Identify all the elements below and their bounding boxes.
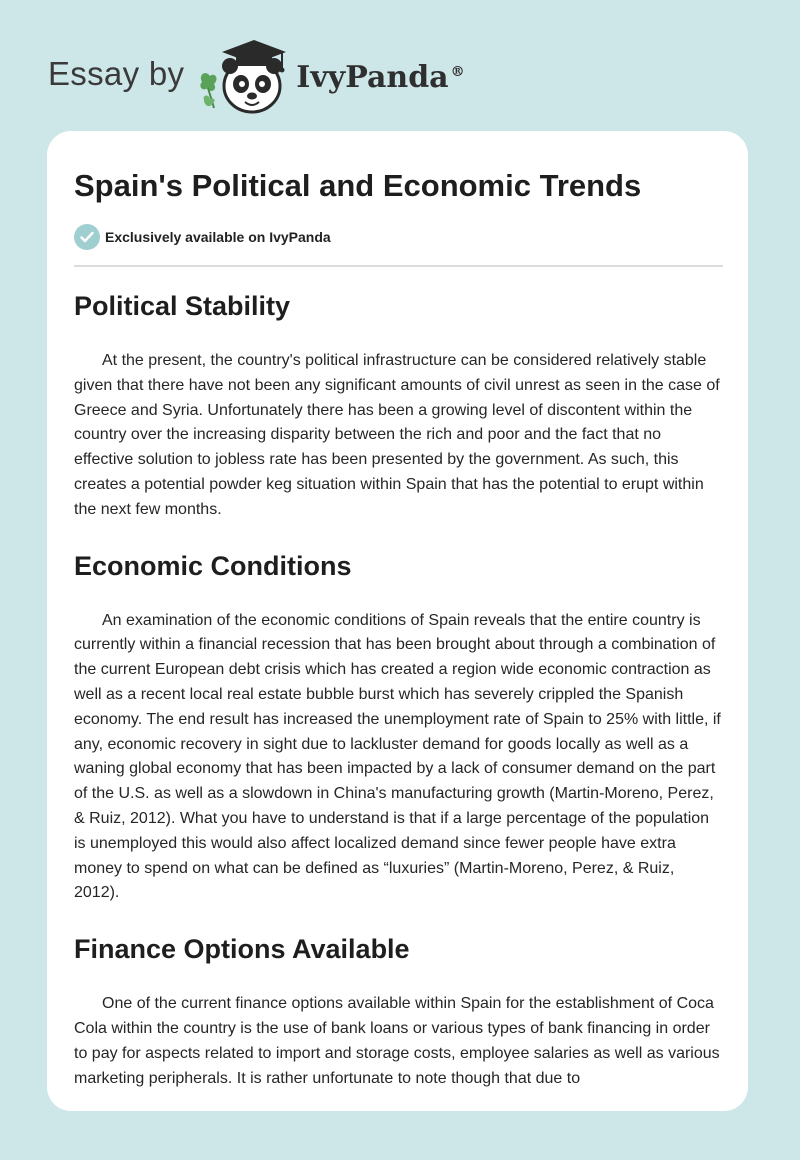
- section-paragraph-economic-conditions: An examination of the economic conditions of Spain reveals that the entire country is currently within a financial recession that has been brought about through a combination of the current European debt crisis which has created a region wide economic contraction as well as a recent local real estate bubble burst which has severely crippled the Spanish economy. The end result has increased the unemployment rate of Spain to 25% with little, if any, economic recovery in sight due to lackluster demand for goods locally as well as a waning global economy that has been impacted by a lack of consumer demand on the part of the U.S. as well as a slowdown in China's manufacturing growth (Martin-Moreno, Perez, & Ruiz, 2012). What you have to understand is that if a large percentage of the population is unemployed this would also affect localized demand since fewer people have extra money to spend on what can be defined as “luxuries” (Martin-Moreno, Perez, & Ruiz, 2012).: [74, 611, 721, 902]
- section-heading-political-stability: Political Stability: [74, 291, 291, 321]
- essay-by-label: Essay by: [48, 55, 185, 92]
- exclusive-badge-text: Exclusively available on IvyPanda: [105, 229, 331, 245]
- page-title: Spain's Political and Economic Trends: [74, 168, 642, 203]
- registered-mark: ®: [450, 63, 465, 80]
- section-paragraph-political-stability: At the present, the country's political infrastructure can be considered relatively stable given that there have not been any significant amounts of civil unrest as seen in the case of Greece and Syria. Unfortunately there has been a growing level of discontent within the country over the increasing disparity between the rich and poor and the fact that no effective solution to jobless rate has been presented by the government. As such, this creates a potential powder keg situation within Spain that has the potential to erupt within the next few months.: [74, 352, 720, 518]
- site-header: [48, 34, 465, 114]
- section-heading-economic-conditions: Economic Conditions: [74, 550, 352, 581]
- exclusive-badge: [74, 223, 722, 251]
- section-heading-finance-options: Finance Options Available: [74, 934, 410, 965]
- section-paragraph-finance-options: One of the current finance options available within Spain for the establishment of Coca Cola within the country is the use of bank loans or various types of bank financing in order to pay for aspects related to import and storage costs, employee salaries as well as various marketing peripherals. It is rather unfortunate to note though that due to: [74, 995, 720, 1087]
- essay-card: [47, 131, 748, 1111]
- divider: [74, 265, 723, 267]
- check-circle-icon: [74, 224, 100, 250]
- brand-name[interactable]: IvyPanda ®: [296, 59, 465, 95]
- panda-graduate-logo-icon[interactable]: [198, 34, 290, 114]
